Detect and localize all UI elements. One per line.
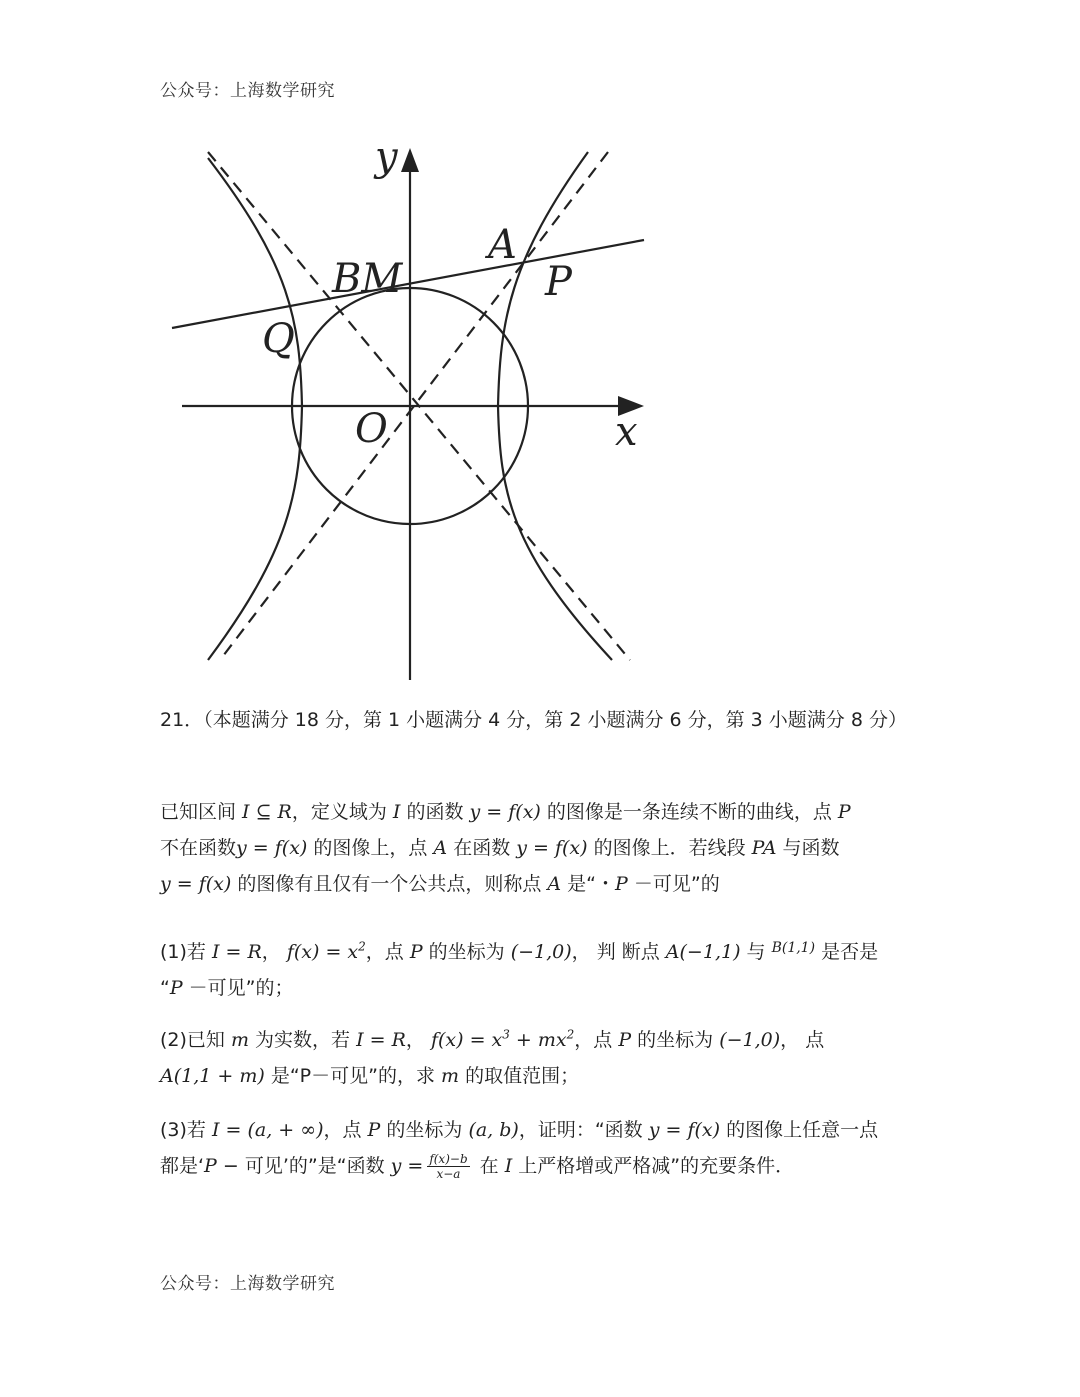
label-y: y xyxy=(375,134,398,180)
label-BM: BM xyxy=(332,256,403,302)
question-3: (3)若 I = (a, + ∞)，点 P 的坐标为 (a, b)，证明：“函数 y = f(x) 的图像上任意一点 都是‘P − 可见’的”是“函数 y = $\frac{f(x)-b}{x-a}$ 在 I 上严格增或严格减”的充要条件． xyxy=(160,1119,879,1181)
page-footer: 公众号：上海数学研究 xyxy=(160,1274,335,1294)
problem-number: 21． xyxy=(160,709,204,731)
label-A: A xyxy=(488,222,517,268)
problem-intro: 已知区间 I ⊆ R，定义域为 I 的函数 y = f(x) 的图像是一条连续不断的曲线，点 P 不在函数y = f(x) 的图像上，点 A 在函数 y = f(x) 的图像上．若线段 PA 与函数 y = f(x) 的图像有且仅有一个公共点，则称点 A 是“・P －可见”的 xyxy=(160,801,851,895)
label-Q: Q xyxy=(262,316,295,362)
label-x: x xyxy=(615,409,638,455)
fraction: $\frac{f(x)-b}{x-a}$ xyxy=(429,1152,468,1181)
hyperbola-figure xyxy=(160,130,660,690)
page-header: 公众号：上海数学研究 xyxy=(160,81,335,101)
label-O: O xyxy=(355,406,388,452)
score-note: （本题满分 18 分，第 1 小题满分 4 分，第 2 小题满分 6 分，第 3 小题满分 8 分） xyxy=(203,709,907,731)
question-2: (2)已知 m 为实数，若 I = R， $f(x) = x^3 + mx^2$，点 P 的坐标为 (−1,0)， 点 A(1,1 + m) 是“P－可见”的，求 m 的取值范围； xyxy=(160,1027,825,1087)
line-PA xyxy=(172,240,644,328)
problem-header xyxy=(160,702,920,738)
y-axis-arrow xyxy=(401,148,419,172)
question-1: (1)若 I = R， $f(x) = x^2$，点 P 的坐标为 (−1,0)， 判 断点 A(−1,1) 与 $^{B(1,1)}$ 是否是 “P －可见”的； xyxy=(160,939,879,999)
hyperbola-left-branch xyxy=(208,158,302,660)
label-P: P xyxy=(545,259,572,305)
